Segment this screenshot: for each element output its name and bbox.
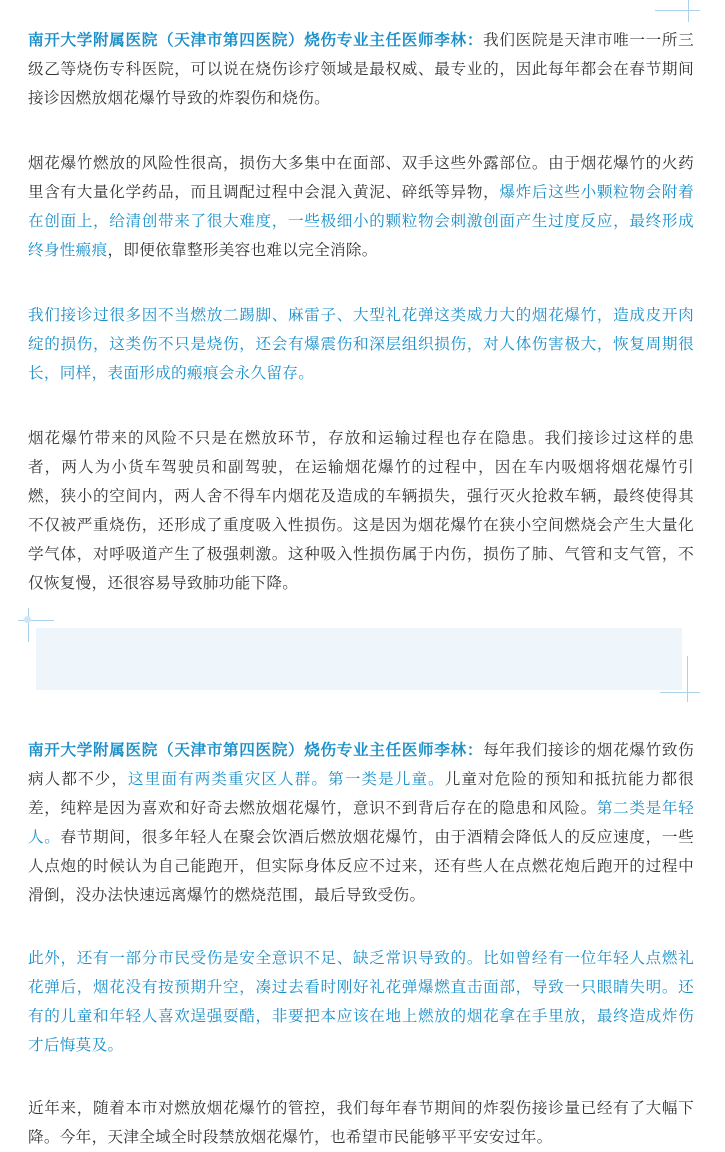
paragraph-7: 近年来，随着本市对燃放烟花爆竹的管控，我们每年春节期间的炸裂伤接诊量已经有了大幅下降。今年，天津全域全时段禁放烟花爆竹，也希望市民能够平平安安过年。 xyxy=(28,1099,694,1146)
paragraph-6: 此外，还有一部分市民受伤是安全意识不足、缺乏常识导致的。比如曾经有一位年轻人点燃礼花弹后，烟花没有按预期升空，凑过去看时刚好礼花弹爆燃直击面部，导致一只眼睛失明。还有的儿童和年轻人喜欢逞强耍酷，非要把本应该在地上燃放的烟花拿在手里放，最终造成炸伤才后悔莫及。 xyxy=(28,949,694,1054)
article-body xyxy=(28,26,694,1152)
question-deco-line-bottom xyxy=(660,692,700,693)
question-panel xyxy=(36,628,682,690)
paragraph-2 xyxy=(28,149,694,265)
paragraph-1 xyxy=(28,26,694,113)
paragraph-text: 儿童对危险的预知和抵抗能力都很差，纯粹是因为喜欢和好奇去燃放烟花爆竹，意识不到背后存在的隐患和风险。 xyxy=(28,770,694,817)
question-box xyxy=(28,628,694,702)
question-deco-line-right xyxy=(687,656,688,702)
highlighted-text: 第二类是年轻人。 xyxy=(28,799,694,846)
paragraph-3: 我们接诊过很多因不当燃放二踢脚、麻雷子、大型礼花弹这类威力大的烟花爆竹，造成皮开肉绽的损伤，这类伤不只是烧伤，还会有爆震伤和深层组织损伤，对人体伤害极大，恢复周期很长，同样，表面形成的瘢痕会永久留存。 xyxy=(28,306,694,382)
paragraph-4: 烟花爆竹带来的风险不只是在燃放环节，存放和运输过程也存在隐患。我们接诊过这样的患者，两人为小货车驾驶员和副驾驶，在运输烟花爆竹的过程中，因在车内吸烟将烟花爆竹引燃，狭小的空间内，两人舍不得车内烟花及造成的车辆损失，强行灭火抢救车辆，最终使得其不仅被严重烧伤，还形成了重度吸入性损伤。这是因为烟花爆竹在狭小空间燃烧会产生大量化学气体，对呼吸道产生了极强刺激。这种吸入性损伤属于内伤，损伤了肺、气管和支气管，不仅恢复慢，还很容易导致肺功能下降。 xyxy=(28,429,694,592)
paragraph-text: 每年我们接诊的烟花爆竹致伤病人都不少， xyxy=(28,741,695,788)
paragraph-5 xyxy=(28,736,694,910)
speaker-label: 南开大学附属医院（天津市第四医院）烧伤专业主任医师李林： xyxy=(28,31,484,49)
top-right-deco-line-vertical xyxy=(688,0,689,22)
paragraph-text: ，即便依靠整形美容也难以完全消除。 xyxy=(107,241,378,259)
paragraph-text: 我们医院是天津市唯一一所三级乙等烧伤专科医院，可以说在烧伤诊疗领域是最权威、最专业的，因此每年都会在春节期间接诊因燃放烟花爆竹导致的炸裂伤和烧伤。 xyxy=(28,31,695,107)
paragraph-text: 春节期间，很多年轻人在聚会饮酒后燃放烟花爆竹，由于酒精会降低人的反应速度，一些人点炮的时候认为自己能跑开，但实际身体反应不过来，还有些人在点燃花炮后跑开的过程中滑倒，没办法快速远离爆竹的燃烧范围，最后导致受伤。 xyxy=(28,828,694,904)
highlighted-text: 爆炸后这些小颗粒物会附着在创面上，给清创带来了很大难度，一些极细小的颗粒物会刺激创面产生过度反应，最终形成终身性瘢痕 xyxy=(28,183,694,259)
question-deco-line-left xyxy=(28,608,29,642)
highlighted-text: 这里面有两类重灾区人群。第一类是儿童。 xyxy=(128,770,445,788)
question-deco-dot xyxy=(24,616,31,623)
speaker-label: 南开大学附属医院（天津市第四医院）烧伤专业主任医师李林： xyxy=(28,741,484,759)
top-right-deco-line xyxy=(655,10,700,11)
paragraph-text: 烟花爆竹燃放的风险性很高，损伤大多集中在面部、双手这些外露部位。由于烟花爆竹的火药里含有大量化学药品，而且调配过程中会混入黄泥、碎纸等异物， xyxy=(28,154,694,201)
